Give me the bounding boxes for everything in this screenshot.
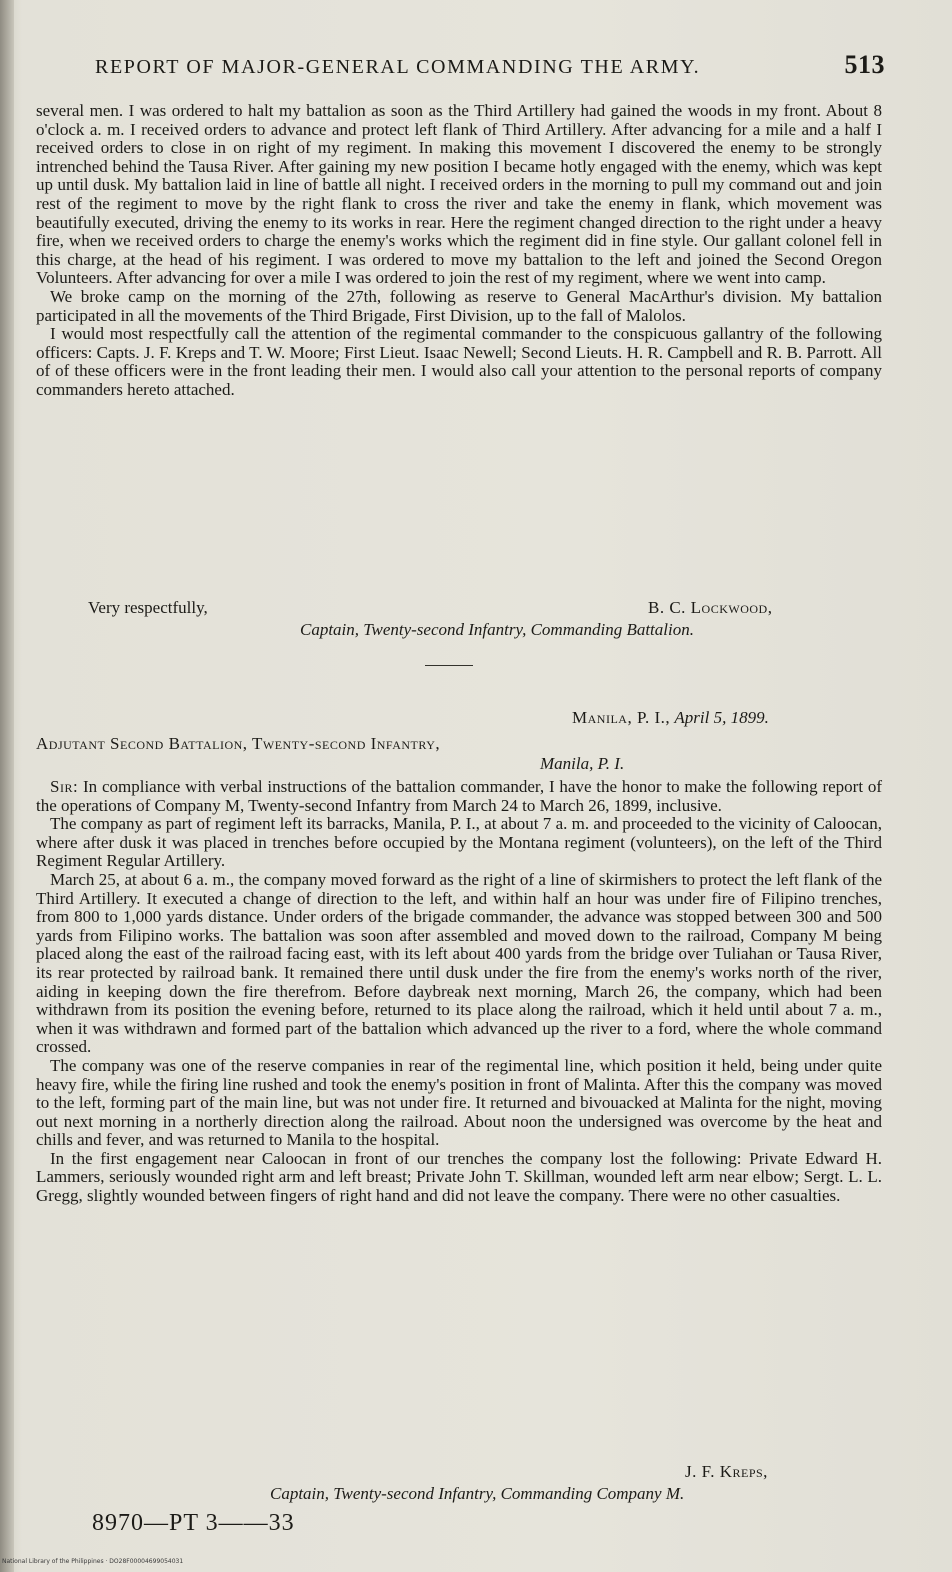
salutation: Sir: — [50, 777, 79, 796]
paragraph: The company as part of regiment left its barracks, Manila, P. I., at about 7 a. m. and proceeded to the vicinity of Caloocan, where after dusk it was placed in trenches before occupied by the Montana regiment (volunteers), on the left of the Third Regiment Regular Artillery. — [36, 814, 882, 871]
addressee: Adjutant Second Battalion, Twenty-second Infantry, — [36, 734, 441, 753]
paragraph — [36, 778, 882, 815]
signer-title-kreps: Captain, Twenty-second Infantry, Commanding Company M. — [270, 1484, 685, 1503]
addressee-location: Manila, P. I. — [540, 754, 625, 773]
closing-salutation: Very respectfully, — [88, 598, 208, 617]
paragraph-text: In compliance with verbal instructions of the battalion commander, I have the honor to make the following report of the operations of Company M, Twenty-second Infantry from March 24 to March 26, 1899, inclusive. — [36, 777, 883, 815]
signature-lockwood: B. C. Lockwood, — [648, 598, 773, 617]
dateline-date: April 5, 1899. — [674, 708, 769, 727]
signature-kreps: J. F. Kreps, — [685, 1462, 768, 1481]
page-number: 513 — [844, 50, 885, 79]
paragraph: In the first engagement near Caloocan in front of our trenches the company lost the following: Private Edward H. Lammers, seriously wounded right arm and left breast; Private John T. Skillman, wounded left arm near elbow; Sergt. L. L. Gregg, slightly wounded between fingers of right hand and did not leave the company. There were no other casualties. — [36, 1148, 882, 1206]
kreps-report-body — [36, 778, 882, 1206]
paragraph: several men. I was ordered to halt my battalion as soon as the Third Artillery had gained the woods in my front. About 8 o'clock a. m. I received orders to advance and protect left flank of Third Artillery. After advancing for a mile and a half I received orders to close in on right of my regiment. In making this movement I discovered the enemy to be strongly intrenched behind the Tausa River. After gaining my new position I became hotly engaged with the enemy, which was kept up until dusk. My battalion laid in line of battle all night. I received orders in the morning to pull my command out and join rest of the regiment to move by the right flank to cross the river and take the enemy in flank, which movement was beautifully executed, driving the enemy to its works in rear. Here the regiment changed direction to the right under a heavy fire, when we received orders to charge the enemy's works which the regiment did in fine style. Our gallant colonel fell in this charge, at the head of his regiment. I was ordered to move my battalion to the left and joined the Second Oregon Volunteers. After advancing for over a mile I was ordered to join the rest of my regiment, where we went into camp. — [36, 101, 882, 288]
signature-mark: 8970—PT 3——33 — [92, 1510, 295, 1536]
paragraph: We broke camp on the morning of the 27th, following as reserve to General MacArthur's division. My battalion participated in all the movements of the Third Brigade, First Division, up to the fall of Malolos. — [36, 286, 882, 325]
dateline-place: Manila, P. I., — [572, 708, 671, 727]
running-title: REPORT OF MAJOR-GENERAL COMMANDING THE ARMY. — [95, 56, 701, 78]
lockwood-report-body — [36, 102, 882, 400]
scan-stamp: National Library of the Philippines · DO28F00004699054031 — [2, 1558, 184, 1565]
dateline — [572, 708, 769, 728]
section-divider — [425, 665, 473, 666]
paragraph: The company was one of the reserve companies in rear of the regimental line, which position it held, being under quite heavy fire, while the firing line rushed and took the enemy's position in front of Malinta. After this the company was moved to the left, forming part of the main line, but was not under fire. It returned and bivouacked at Malinta for the night, moving out next morning in a northerly direction along the railroad. About noon the undersigned was overcome by the heat and chills and fever, and was returned to Manila to the hospital. — [36, 1055, 882, 1150]
signer-title-lockwood: Captain, Twenty-second Infantry, Commanding Battalion. — [300, 620, 694, 639]
page-binding-edge — [0, 0, 14, 1572]
paragraph: March 25, at about 6 a. m., the company moved forward as the right of a line of skirmishers to protect the left flank of the Third Artillery. It executed a change of direction to the left, and within half an hour was under fire of Filipino trenches, from 800 to 1,000 yards distance. Under orders of the brigade commander, the advance was stopped between 300 and 500 yards from Filipino works. The battalion was soon after assembled and moved down to the railroad, Company M being placed along the east of the railroad facing east, with its left about 400 yards from the bridge over Tuliahan or Tausa River, its rear protected by railroad bank. It remained there until dusk under the fire from the enemy's works north of the river, aiding in keeping down the fire therefrom. Before daybreak next morning, March 26, the company, which had been withdrawn from its position the evening before, returned to its place along the railroad, which it held until about 7 a. m., when it was withdrawn and formed part of the battalion which advanced up the river to a ford, where the whole command crossed. — [36, 869, 882, 1057]
paragraph: I would most respectfully call the attention of the regimental commander to the conspicuous gallantry of the following officers: Capts. J. F. Kreps and T. W. Moore; First Lieut. Isaac Newell; Second Lieuts. H. R. Campbell and R. B. Parrott. All of of these officers were in the front leading their men. I would also call your attention to the personal reports of company commanders hereto attached. — [36, 324, 882, 399]
